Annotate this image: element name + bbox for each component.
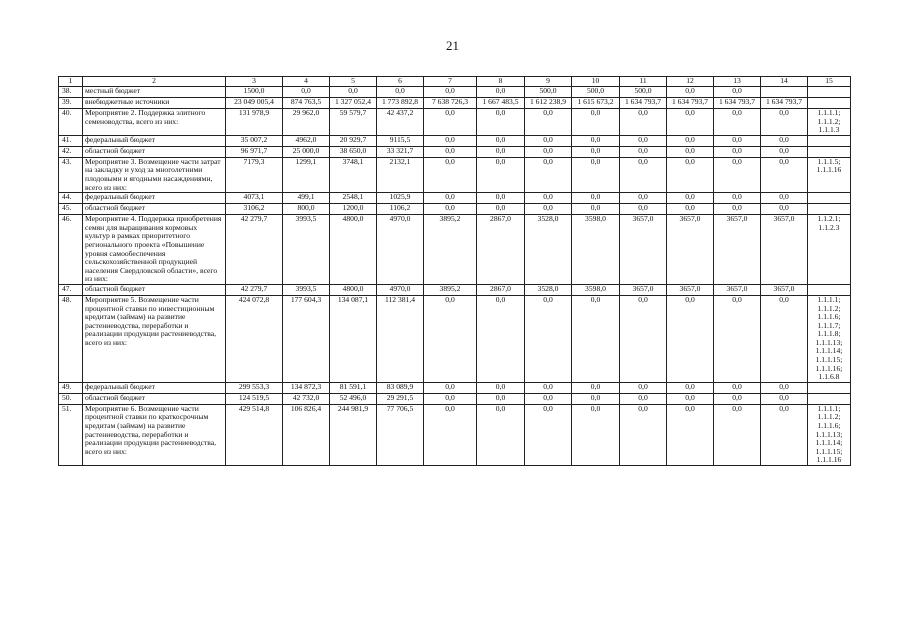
target-indicator: 1.1.1.13; <box>815 429 843 439</box>
value-cell: 29 962,0 <box>283 109 330 136</box>
value-cell: 2132,1 <box>377 157 424 192</box>
value-cell: 0,0 <box>620 404 667 465</box>
value-cell: 3657,0 <box>761 284 808 295</box>
value-cell: 0,0 <box>525 295 572 382</box>
value-cell: 0,0 <box>525 157 572 192</box>
value-cell: 0,0 <box>477 109 525 136</box>
table-row <box>59 109 851 136</box>
target-indicator: 1.1.1.1; <box>817 108 841 117</box>
value-cell: 500,0 <box>525 87 572 98</box>
target-indicator: 1.1.1.15; <box>815 355 843 365</box>
value-cell: 4800,0 <box>330 284 377 295</box>
page-number: 21 <box>446 38 459 53</box>
value-cell: 0,0 <box>283 87 330 98</box>
value-cell: 0,0 <box>714 382 761 393</box>
row-number: 41. <box>59 135 83 146</box>
value-cell: 77 706,5 <box>377 404 424 465</box>
value-cell: 3106,2 <box>226 204 283 215</box>
value-cell: 0,0 <box>525 146 572 157</box>
value-cell: 0,0 <box>525 204 572 215</box>
value-cell: 0,0 <box>667 204 714 215</box>
value-cell: 0,0 <box>714 404 761 465</box>
value-cell: 0,0 <box>667 382 714 393</box>
value-cell: 42 279,7 <box>226 284 283 295</box>
value-cell: 1500,0 <box>226 87 283 98</box>
table-row <box>59 215 851 285</box>
value-cell: 0,0 <box>667 109 714 136</box>
value-cell: 134 872,3 <box>283 382 330 393</box>
value-cell: 0,0 <box>424 193 477 204</box>
value-cell: 0,0 <box>761 382 808 393</box>
table-row <box>59 98 851 109</box>
row-name: Мероприятие 6. Возмещение части процентной ставки по краткосрочным кредитам (займам) на развитие растениеводства, переработки и реализации продукции растениеводства, всего из них: <box>83 404 226 465</box>
column-number: 4 <box>283 77 330 87</box>
target-indicator: 1.1.1.7; <box>817 320 841 330</box>
target-indicators-cell <box>808 109 851 136</box>
row-number: 46. <box>59 215 83 285</box>
value-cell: 0,0 <box>424 382 477 393</box>
value-cell: 2548,1 <box>330 193 377 204</box>
value-cell: 0,0 <box>477 295 525 382</box>
value-cell: 83 089,9 <box>377 382 424 393</box>
value-cell: 1 634 793,7 <box>714 98 761 109</box>
row-number: 49. <box>59 382 83 393</box>
value-cell: 0,0 <box>424 204 477 215</box>
value-cell: 131 978,9 <box>226 109 283 136</box>
target-indicators-cell <box>808 193 851 204</box>
row-name: Мероприятие 5. Возмещение части процентной ставки по инвестиционным кредитам (займам) на развитие растениеводства, переработки и реализации продукции растениеводства, всего из них: <box>83 295 226 382</box>
target-indicator: 1.1.1.16; <box>815 363 843 373</box>
row-name: Мероприятие 2. Поддержка элитного семеноводства, всего из них: <box>83 109 226 136</box>
value-cell: 3993,5 <box>283 284 330 295</box>
value-cell: 0,0 <box>424 146 477 157</box>
value-cell: 4970,0 <box>377 284 424 295</box>
value-cell: 0,0 <box>377 87 424 98</box>
row-name: внебюджетные источники <box>83 98 226 109</box>
value-cell: 0,0 <box>620 193 667 204</box>
row-number: 45. <box>59 204 83 215</box>
value-cell: 499,1 <box>283 193 330 204</box>
value-cell: 1025,9 <box>377 193 424 204</box>
table-row <box>59 87 851 98</box>
table-row <box>59 404 851 465</box>
value-cell: 1 634 793,7 <box>620 98 667 109</box>
value-cell: 59 579,7 <box>330 109 377 136</box>
target-indicator: 1.1.1.5; <box>817 157 841 166</box>
value-cell: 0,0 <box>667 87 714 98</box>
target-indicators-cell <box>808 98 851 109</box>
table-row <box>59 157 851 192</box>
value-cell: 3528,0 <box>525 284 572 295</box>
value-cell: 0,0 <box>572 382 620 393</box>
value-cell: 0,0 <box>525 135 572 146</box>
value-cell: 800,0 <box>283 204 330 215</box>
value-cell: 0,0 <box>761 193 808 204</box>
value-cell: 1 667 483,5 <box>477 98 525 109</box>
value-cell: 0,0 <box>525 382 572 393</box>
value-cell: 0,0 <box>761 146 808 157</box>
value-cell: 42 437,2 <box>377 109 424 136</box>
value-cell: 23 049 005,4 <box>226 98 283 109</box>
value-cell: 0,0 <box>667 295 714 382</box>
table-row <box>59 295 851 382</box>
value-cell: 3528,0 <box>525 215 572 285</box>
value-cell: 0,0 <box>424 404 477 465</box>
target-indicator: 1.1.1.16 <box>816 165 842 175</box>
target-indicator: 1.1.1.8; <box>817 329 841 339</box>
value-cell: 0,0 <box>525 393 572 404</box>
value-cell: 0,0 <box>477 157 525 192</box>
value-cell: 0,0 <box>525 109 572 136</box>
column-number: 13 <box>714 77 761 87</box>
target-indicator: 1.1.1.2; <box>817 116 841 126</box>
value-cell: 429 514,8 <box>226 404 283 465</box>
value-cell: 1 327 052,4 <box>330 98 377 109</box>
target-indicators-cell <box>808 382 851 393</box>
value-cell: 0,0 <box>477 135 525 146</box>
target-indicator: 1.1.2.3 <box>818 222 840 232</box>
target-indicators-cell <box>808 146 851 157</box>
column-number: 9 <box>525 77 572 87</box>
value-cell: 25 000,0 <box>283 146 330 157</box>
row-name: Мероприятие 3. Возмещение части затрат на закладку и уход за многолетними плодовыми и ягодными насаждениями, всего из них: <box>83 157 226 192</box>
column-number: 3 <box>226 77 283 87</box>
row-number: 50. <box>59 393 83 404</box>
row-number: 40. <box>59 109 83 136</box>
value-cell: 0,0 <box>620 393 667 404</box>
value-cell: 0,0 <box>714 295 761 382</box>
value-cell: 52 496,0 <box>330 393 377 404</box>
value-cell: 112 381,4 <box>377 295 424 382</box>
target-indicators-cell <box>808 284 851 295</box>
table-row <box>59 193 851 204</box>
column-number: 6 <box>377 77 424 87</box>
value-cell: 0,0 <box>424 157 477 192</box>
value-cell: 0,0 <box>330 87 377 98</box>
column-number-row <box>59 77 851 87</box>
row-name: местный бюджет <box>83 87 226 98</box>
value-cell: 1 634 793,7 <box>761 98 808 109</box>
target-indicators-cell <box>808 87 851 98</box>
target-indicator: 1.1.6.8 <box>818 372 840 382</box>
value-cell: 0,0 <box>761 295 808 382</box>
target-indicators-cell <box>808 215 851 285</box>
value-cell: 0,0 <box>572 135 620 146</box>
value-cell: 0,0 <box>620 382 667 393</box>
target-indicators-cell <box>808 157 851 192</box>
row-number: 42. <box>59 146 83 157</box>
value-cell: 4970,0 <box>377 215 424 285</box>
table-row <box>59 146 851 157</box>
column-number: 1 <box>59 77 83 87</box>
value-cell: 42 732,0 <box>283 393 330 404</box>
table-row <box>59 284 851 295</box>
value-cell: 0,0 <box>620 109 667 136</box>
value-cell: 0,0 <box>714 193 761 204</box>
value-cell: 0,0 <box>667 135 714 146</box>
value-cell: 1 634 793,7 <box>667 98 714 109</box>
value-cell: 0,0 <box>667 404 714 465</box>
row-number: 47. <box>59 284 83 295</box>
target-indicator: 1.1.1.1; <box>817 295 841 304</box>
value-cell: 0,0 <box>525 193 572 204</box>
row-name: областной бюджет <box>83 284 226 295</box>
value-cell: 3657,0 <box>620 215 667 285</box>
value-cell: 0,0 <box>620 146 667 157</box>
value-cell: 0,0 <box>525 404 572 465</box>
value-cell: 3657,0 <box>667 215 714 285</box>
table-row <box>59 204 851 215</box>
column-number: 12 <box>667 77 714 87</box>
row-name: федеральный бюджет <box>83 135 226 146</box>
value-cell: 3895,2 <box>424 215 477 285</box>
value-cell <box>761 87 808 98</box>
column-number: 11 <box>620 77 667 87</box>
value-cell: 177 604,3 <box>283 295 330 382</box>
value-cell: 0,0 <box>714 135 761 146</box>
target-indicators-cell <box>808 404 851 465</box>
value-cell: 0,0 <box>714 393 761 404</box>
value-cell: 500,0 <box>572 87 620 98</box>
target-indicators-cell <box>808 135 851 146</box>
value-cell: 0,0 <box>424 135 477 146</box>
value-cell: 500,0 <box>620 87 667 98</box>
value-cell: 0,0 <box>572 404 620 465</box>
target-indicator: 1.1.1.14; <box>815 346 843 356</box>
value-cell: 0,0 <box>714 87 761 98</box>
value-cell: 4073,1 <box>226 193 283 204</box>
value-cell: 0,0 <box>477 193 525 204</box>
row-number: 51. <box>59 404 83 465</box>
value-cell: 2867,0 <box>477 284 525 295</box>
target-indicator: 1.1.1.6; <box>817 421 841 431</box>
value-cell: 3598,0 <box>572 284 620 295</box>
target-indicators-cell <box>808 204 851 215</box>
target-indicator: 1.1.2.1; <box>817 214 841 224</box>
value-cell: 35 007,2 <box>226 135 283 146</box>
target-indicator: 1.1.1.13; <box>815 337 843 347</box>
value-cell: 106 826,4 <box>283 404 330 465</box>
program-financing-table <box>58 76 851 466</box>
value-cell: 3657,0 <box>714 215 761 285</box>
value-cell: 874 763,5 <box>283 98 330 109</box>
value-cell: 4962,0 <box>283 135 330 146</box>
row-name: областной бюджет <box>83 393 226 404</box>
value-cell: 244 981,9 <box>330 404 377 465</box>
value-cell: 0,0 <box>477 382 525 393</box>
value-cell: 1 612 238,9 <box>525 98 572 109</box>
row-number: 39. <box>59 98 83 109</box>
column-number: 2 <box>83 77 226 87</box>
value-cell: 0,0 <box>761 404 808 465</box>
value-cell: 2867,0 <box>477 215 525 285</box>
target-indicator: 1.1.1.6; <box>817 312 841 322</box>
value-cell: 4800,0 <box>330 215 377 285</box>
value-cell: 3993,5 <box>283 215 330 285</box>
value-cell: 3657,0 <box>714 284 761 295</box>
row-name: областной бюджет <box>83 204 226 215</box>
value-cell: 0,0 <box>477 393 525 404</box>
value-cell: 1106,2 <box>377 204 424 215</box>
target-indicator: 1.1.1.15; <box>815 446 843 456</box>
value-cell: 0,0 <box>572 109 620 136</box>
value-cell: 0,0 <box>572 146 620 157</box>
row-number: 38. <box>59 87 83 98</box>
value-cell: 3598,0 <box>572 215 620 285</box>
target-indicators-cell <box>808 393 851 404</box>
value-cell: 0,0 <box>667 393 714 404</box>
value-cell: 0,0 <box>572 295 620 382</box>
value-cell: 134 087,1 <box>330 295 377 382</box>
row-number: 43. <box>59 157 83 192</box>
value-cell: 3748,1 <box>330 157 377 192</box>
value-cell: 0,0 <box>620 204 667 215</box>
column-number: 14 <box>761 77 808 87</box>
value-cell: 0,0 <box>477 204 525 215</box>
column-number: 8 <box>477 77 525 87</box>
value-cell: 0,0 <box>477 404 525 465</box>
row-name: областной бюджет <box>83 146 226 157</box>
row-name: федеральный бюджет <box>83 382 226 393</box>
value-cell: 3657,0 <box>761 215 808 285</box>
column-number: 7 <box>424 77 477 87</box>
value-cell: 0,0 <box>761 204 808 215</box>
value-cell: 0,0 <box>424 109 477 136</box>
table-row <box>59 382 851 393</box>
target-indicator: 1.1.1.2; <box>817 412 841 422</box>
value-cell: 0,0 <box>620 157 667 192</box>
value-cell: 0,0 <box>714 204 761 215</box>
value-cell: 0,0 <box>572 204 620 215</box>
target-indicators-cell <box>808 295 851 382</box>
target-indicator: 1.1.1.1; <box>817 404 841 413</box>
value-cell: 1 615 673,2 <box>572 98 620 109</box>
value-cell: 0,0 <box>761 135 808 146</box>
value-cell: 7179,3 <box>226 157 283 192</box>
table-row <box>59 135 851 146</box>
value-cell: 1299,1 <box>283 157 330 192</box>
value-cell: 20 929,7 <box>330 135 377 146</box>
value-cell: 0,0 <box>714 109 761 136</box>
value-cell: 96 971,7 <box>226 146 283 157</box>
value-cell: 9115,5 <box>377 135 424 146</box>
value-cell: 0,0 <box>477 87 525 98</box>
target-indicator: 1.1.1.14; <box>815 438 843 448</box>
value-cell: 0,0 <box>667 157 714 192</box>
value-cell: 3657,0 <box>620 284 667 295</box>
value-cell: 0,0 <box>620 295 667 382</box>
value-cell: 0,0 <box>761 109 808 136</box>
value-cell: 0,0 <box>424 87 477 98</box>
column-number: 10 <box>572 77 620 87</box>
value-cell: 3895,2 <box>424 284 477 295</box>
target-indicator: 1.1.1.2; <box>817 303 841 313</box>
column-number: 5 <box>330 77 377 87</box>
value-cell: 0,0 <box>714 146 761 157</box>
value-cell: 124 519,5 <box>226 393 283 404</box>
value-cell: 42 279,7 <box>226 215 283 285</box>
value-cell: 0,0 <box>477 146 525 157</box>
target-indicator: 1.1.1.16 <box>816 455 842 465</box>
value-cell: 38 650,0 <box>330 146 377 157</box>
row-number: 48. <box>59 295 83 382</box>
row-number: 44. <box>59 193 83 204</box>
value-cell: 0,0 <box>572 193 620 204</box>
value-cell: 29 291,5 <box>377 393 424 404</box>
value-cell: 33 321,7 <box>377 146 424 157</box>
row-name: Мероприятие 4. Поддержка приобретения семян для выращивания кормовых культур в рамках приоритетного регионального проекта «Повышение уровня самообеспечения сельскохозяйственной продукцией населения Свердловской области», всего из них: <box>83 215 226 285</box>
value-cell: 299 553,3 <box>226 382 283 393</box>
value-cell: 0,0 <box>424 295 477 382</box>
value-cell: 1 773 892,8 <box>377 98 424 109</box>
column-number: 15 <box>808 77 851 87</box>
row-name: федеральный бюджет <box>83 193 226 204</box>
table-row <box>59 393 851 404</box>
value-cell: 1200,0 <box>330 204 377 215</box>
value-cell: 7 638 726,3 <box>424 98 477 109</box>
value-cell: 0,0 <box>761 393 808 404</box>
value-cell: 0,0 <box>572 157 620 192</box>
value-cell: 0,0 <box>620 135 667 146</box>
value-cell: 81 591,1 <box>330 382 377 393</box>
value-cell: 3657,0 <box>667 284 714 295</box>
value-cell: 0,0 <box>424 393 477 404</box>
value-cell: 0,0 <box>714 157 761 192</box>
value-cell: 0,0 <box>572 393 620 404</box>
value-cell: 0,0 <box>667 193 714 204</box>
value-cell: 424 072,8 <box>226 295 283 382</box>
value-cell: 0,0 <box>667 146 714 157</box>
target-indicator: 1.1.1.3 <box>818 125 840 135</box>
value-cell: 0,0 <box>761 157 808 192</box>
